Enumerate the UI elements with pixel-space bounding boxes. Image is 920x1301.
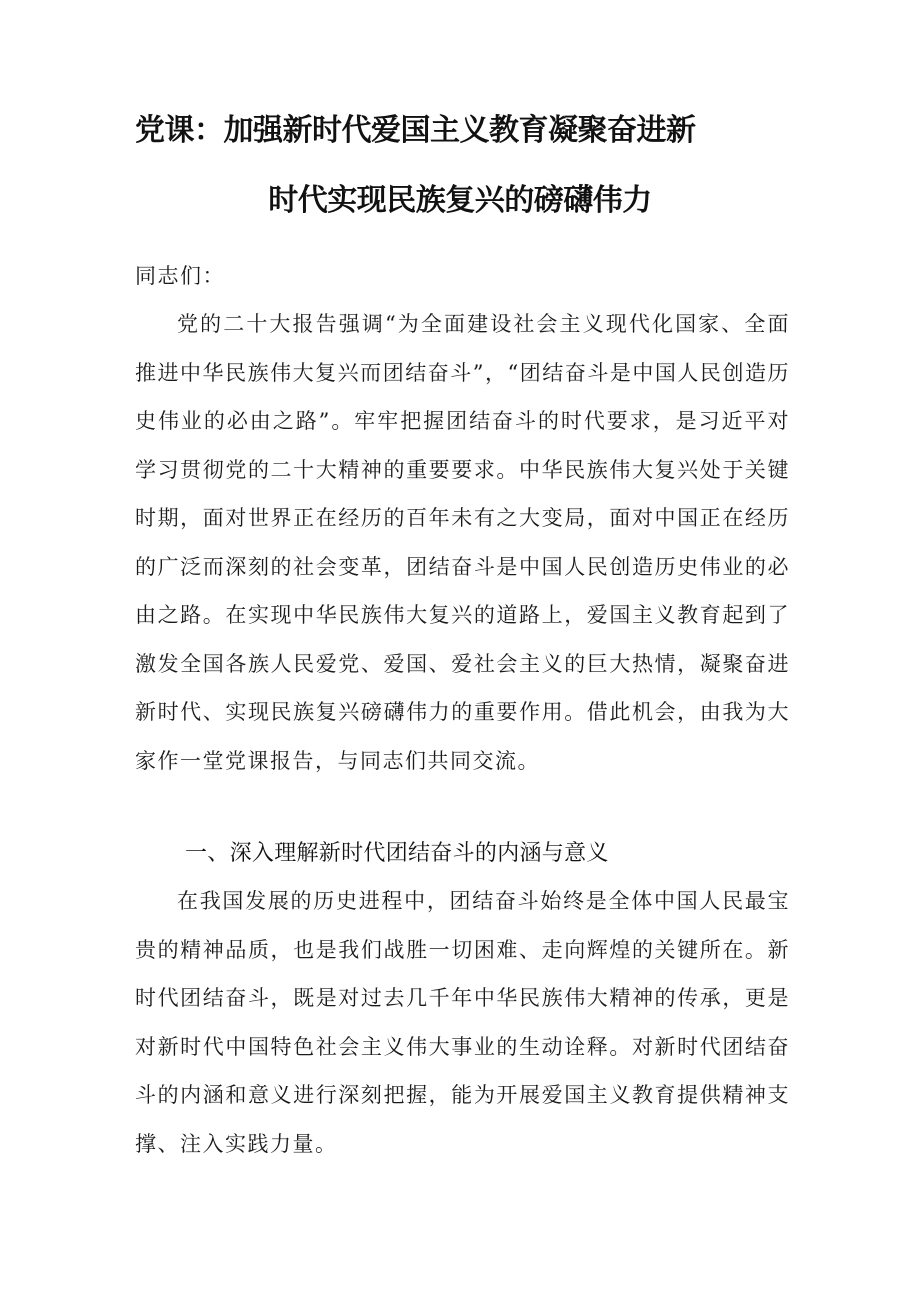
section-heading-1: 一、深入理解新时代团结奋斗的内涵与意义 [185,841,609,866]
body-paragraph-2: 在我国发展的历史进程中，团结奋斗始终是全体中国人民最宝贵的精神品质，也是我们战胜一切困难、走向辉煌的关键所在。新时代团结奋斗，既是对过去几千年中华民族伟大精神的传承，更是对新时代中国特色社会主义伟大事业的生动诠释。对新时代团结奋斗的内涵和意义进行深刻把握，能为开展爱国主义教育提供精神支撑、注入实践力量。 [135,889,790,1156]
document-title-line-2: 时代实现民族复兴的磅礴伟力 [268,183,652,218]
document-title-line-1: 党课：加强新时代爱国主义教育凝聚奋进新 [135,113,696,148]
salutation: 同志们： [135,264,225,288]
body-paragraph-1: 党的二十大报告强调“为全面建设社会主义现代化国家、全面推进中华民族伟大复兴而团结奋斗”，“团结奋斗是中国人民创造历史伟业的必由之路”。牢牢把握团结奋斗的时代要求，是习近平对学习贯彻党的二十大精神的重要要求。中华民族伟大复兴处于关键时期，面对世界正在经历的百年未有之大变局，面对中国正在经历的广泛而深刻的社会变革，团结奋斗是中国人民创造历史伟业的必由之路。在实现中华民族伟大复兴的道路上，爱国主义教育起到了激发全国各族人民爱党、爱国、爱社会主义的巨大热情，凝聚奋进新时代、实现民族复兴磅礴伟力的重要作用。借此机会，由我为大家作一堂党课报告，与同志们共同交流。 [135,312,790,773]
